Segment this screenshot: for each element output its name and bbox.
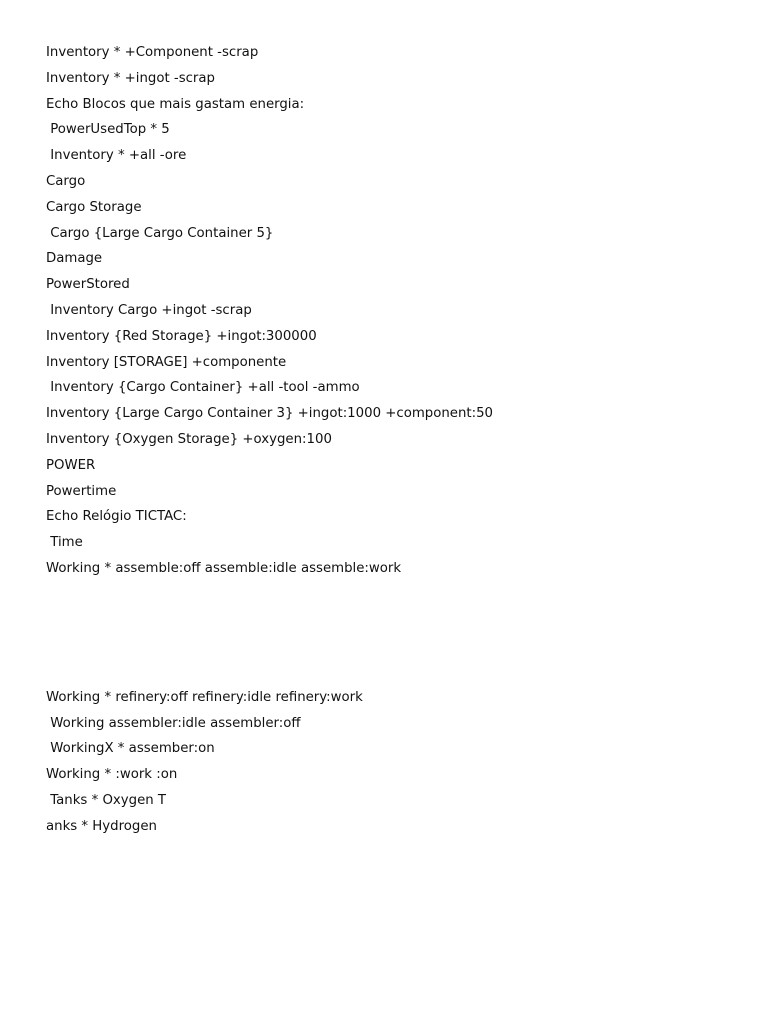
text-line: WorkingX * assember:on xyxy=(46,741,215,757)
text-line: Damage xyxy=(46,251,103,267)
text-line: PowerStored xyxy=(46,277,130,293)
text-line: Working * refinery:off refinery:idle refinery:work xyxy=(46,689,363,705)
text-line: Cargo xyxy=(46,173,86,189)
text-line: Inventory [STORAGE] +componente xyxy=(46,354,287,370)
text-line: Inventory {Large Cargo Container 3} +ingot:1000 +component:50 xyxy=(46,406,494,422)
text-line: Tanks * Oxygen T xyxy=(46,792,167,808)
document-page xyxy=(46,40,748,840)
text-line: Inventory * +ingot -scrap xyxy=(46,70,215,86)
text-block-1 xyxy=(46,40,748,582)
blank-gap xyxy=(46,582,748,685)
text-line: Working * assemble:off assemble:idle assemble:work xyxy=(46,560,402,576)
text-line: Time xyxy=(46,535,83,551)
text-line: Inventory {Red Storage} +ingot:300000 xyxy=(46,328,317,344)
text-line: Cargo Storage xyxy=(46,199,142,215)
text-line: Echo Relógio TICTAC: xyxy=(46,509,187,525)
text-line: anks * Hydrogen xyxy=(46,818,157,834)
text-line: Inventory * +all -ore xyxy=(46,148,187,164)
text-line: Inventory {Oxygen Storage} +oxygen:100 xyxy=(46,431,332,447)
text-line: PowerUsedTop * 5 xyxy=(46,122,170,138)
text-line: POWER xyxy=(46,457,96,473)
text-block-2 xyxy=(46,685,748,840)
text-line: Inventory * +Component -scrap xyxy=(46,45,259,60)
text-line: Inventory {Cargo Container} +all -tool -ammo xyxy=(46,380,360,396)
text-line: Working assembler:idle assembler:off xyxy=(46,715,301,731)
text-line: Cargo {Large Cargo Container 5} xyxy=(46,225,274,241)
text-line: Working * :work :on xyxy=(46,767,178,783)
text-line: Echo Blocos que mais gastam energia: xyxy=(46,96,305,112)
text-line: Powertime xyxy=(46,483,117,499)
text-line: Inventory Cargo +ingot -scrap xyxy=(46,302,252,318)
